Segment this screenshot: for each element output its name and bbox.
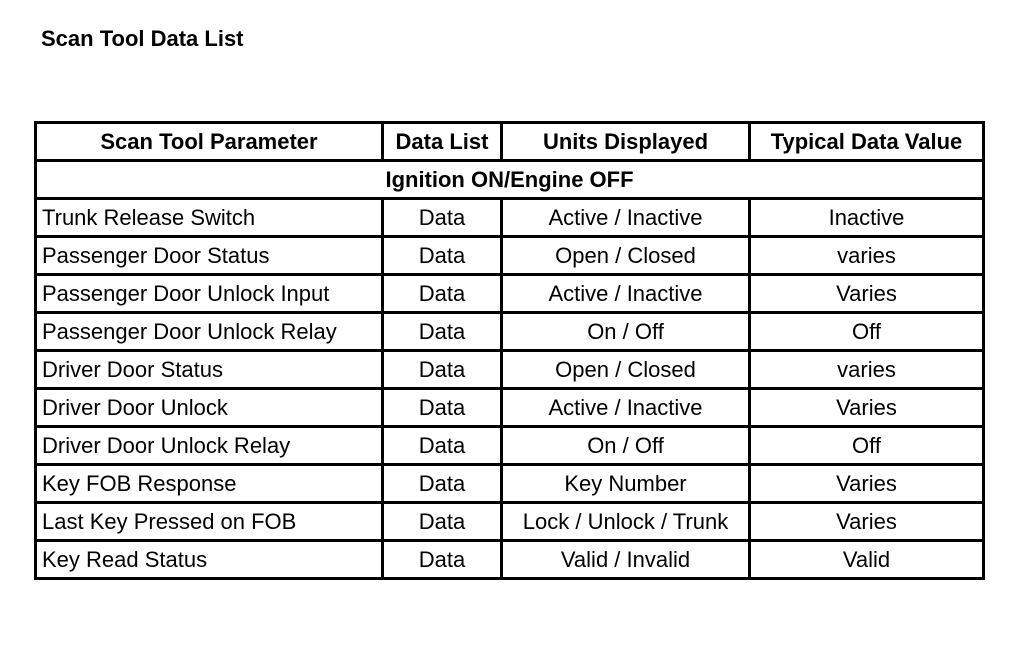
section-row [36, 161, 984, 199]
cell-parameter: Key Read Status [36, 541, 383, 579]
cell-data-list: Data [383, 313, 502, 351]
cell-typical-value: Varies [750, 503, 984, 541]
table-body [36, 161, 984, 579]
cell-typical-value: varies [750, 351, 984, 389]
cell-units: Open / Closed [502, 237, 750, 275]
cell-units: On / Off [502, 313, 750, 351]
scan-tool-data-table [34, 121, 985, 580]
cell-data-list: Data [383, 351, 502, 389]
table-row [36, 237, 984, 275]
cell-units: On / Off [502, 427, 750, 465]
table-row [36, 465, 984, 503]
cell-units: Active / Inactive [502, 199, 750, 237]
cell-typical-value: Varies [750, 275, 984, 313]
table-row [36, 427, 984, 465]
cell-parameter: Passenger Door Unlock Input [36, 275, 383, 313]
cell-data-list: Data [383, 199, 502, 237]
cell-typical-value: Inactive [750, 199, 984, 237]
cell-parameter: Passenger Door Unlock Relay [36, 313, 383, 351]
cell-typical-value: varies [750, 237, 984, 275]
cell-parameter: Driver Door Unlock Relay [36, 427, 383, 465]
cell-data-list: Data [383, 465, 502, 503]
cell-data-list: Data [383, 427, 502, 465]
cell-typical-value: Off [750, 313, 984, 351]
table-row [36, 389, 984, 427]
document-title: Scan Tool Data List [41, 26, 244, 51]
cell-data-list: Data [383, 237, 502, 275]
table-row [36, 313, 984, 351]
cell-parameter: Trunk Release Switch [36, 199, 383, 237]
cell-parameter: Key FOB Response [36, 465, 383, 503]
cell-data-list: Data [383, 541, 502, 579]
table-row [36, 503, 984, 541]
cell-typical-value: Varies [750, 465, 984, 503]
table-header [36, 123, 984, 161]
cell-parameter: Last Key Pressed on FOB [36, 503, 383, 541]
header-units-displayed: Units Displayed [502, 123, 750, 161]
cell-data-list: Data [383, 503, 502, 541]
cell-data-list: Data [383, 275, 502, 313]
table-row [36, 275, 984, 313]
cell-parameter: Passenger Door Status [36, 237, 383, 275]
cell-typical-value: Off [750, 427, 984, 465]
header-data-list: Data List [383, 123, 502, 161]
header-scan-tool-parameter: Scan Tool Parameter [36, 123, 383, 161]
cell-units: Key Number [502, 465, 750, 503]
header-row [36, 123, 984, 161]
cell-units: Lock / Unlock / Trunk [502, 503, 750, 541]
table-row [36, 541, 984, 579]
cell-parameter: Driver Door Unlock [36, 389, 383, 427]
cell-typical-value: Valid [750, 541, 984, 579]
cell-units: Valid / Invalid [502, 541, 750, 579]
header-typical-data-value: Typical Data Value [750, 123, 984, 161]
table-row [36, 351, 984, 389]
cell-units: Active / Inactive [502, 389, 750, 427]
cell-data-list: Data [383, 389, 502, 427]
cell-typical-value: Varies [750, 389, 984, 427]
cell-units: Active / Inactive [502, 275, 750, 313]
section-label: Ignition ON/Engine OFF [36, 161, 984, 199]
cell-parameter: Driver Door Status [36, 351, 383, 389]
cell-units: Open / Closed [502, 351, 750, 389]
table-row [36, 199, 984, 237]
